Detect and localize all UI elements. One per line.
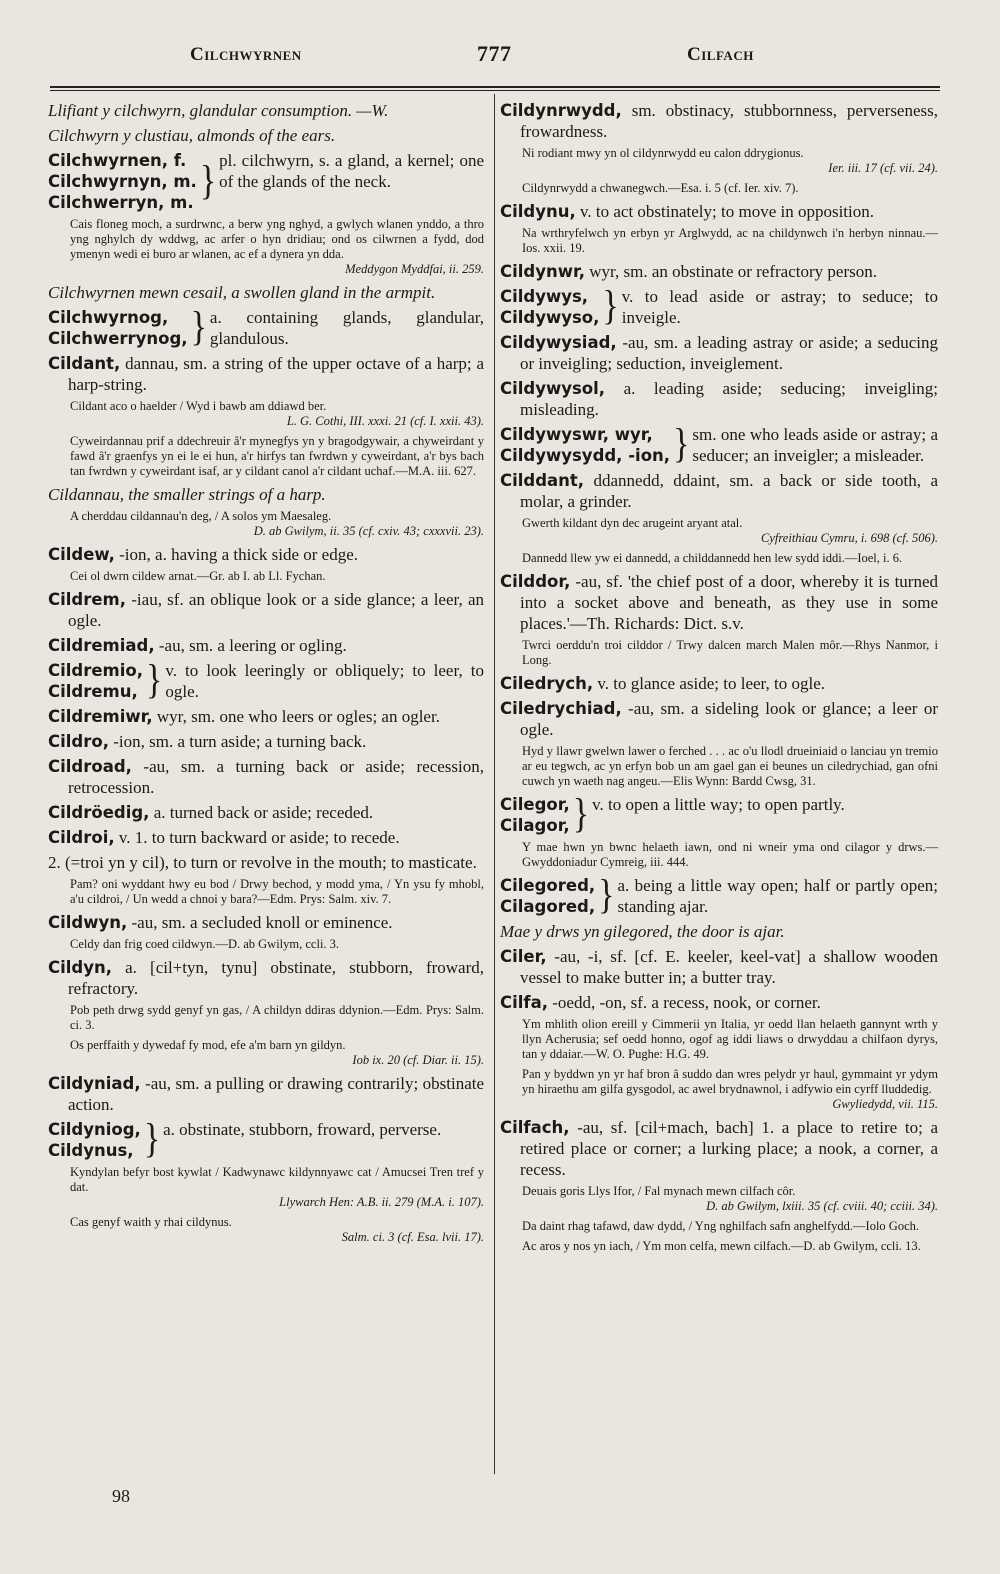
headword: Cilchwyrnog, — [48, 308, 169, 327]
citation: A cherddau cildannau'n deg, / A solos ym Maesaleg. D. ab Gwilym, ii. 35 (cf. cxiv. 43; cxxxvii. 23). — [70, 509, 484, 538]
entry-group — [48, 660, 484, 702]
citation-source: Gwyliedydd, vii. 115. — [832, 1097, 938, 1111]
citation-source: D. ab Gwilym, ii. 35 (cf. cxiv. 43; cxxxvii. 23). — [253, 524, 484, 538]
running-head-right: Cilfach — [687, 44, 754, 65]
citation-source: Ier. iii. 17 (cf. vii. 24). — [828, 161, 938, 175]
citation: Cildant aco o haelder / Wyd i bawb am ddiawd ber. L. G. Cothi, III. xxxi. 21 (cf. I. xxii. 43). — [70, 399, 484, 428]
headword: Cildywyso, — [500, 308, 600, 327]
citation-source: Cyfreithiau Cymru, i. 698 (cf. 506). — [761, 531, 938, 545]
definition: v. to look leeringly or obliquely; to leer, to ogle. — [165, 661, 484, 701]
headword: Cildywysol, — [500, 379, 606, 398]
headword: Cildywysiad, — [500, 333, 617, 352]
entry: Cildynrwydd, sm. obstinacy, stubbornness, perverseness, frowardness. — [500, 101, 939, 141]
headword: Cildywyswr, wyr, — [500, 425, 653, 444]
running-head-left: Cilchwyrnen — [190, 44, 302, 65]
citation: Ac aros y nos yn iach, / Ym mon celfa, mewn cilfach.—D. ab Gwilym, ccli. 13. — [522, 1239, 921, 1253]
right-column — [500, 100, 938, 1259]
entry-group — [500, 794, 938, 836]
headword: Cildwyn, — [48, 913, 128, 932]
citation: Dannedd llew yw ei dannedd, a childdannedd hen lew sydd iddi.—Ioel, i. 6. — [522, 551, 903, 565]
definition: sm. one who leads aside or astray; a seducer; an inveigler; a misleader. — [692, 425, 938, 465]
headword: Cildroi, — [48, 828, 115, 847]
headword: Cildant, — [48, 354, 121, 373]
headword: Cildywysydd, -ion, — [500, 446, 671, 465]
citation: Celdy dan frig coed cildwyn.—D. ab Gwilym, ccli. 3. — [70, 937, 340, 951]
headword: Cildywys, — [500, 287, 589, 306]
brace: } — [598, 873, 615, 918]
citation: Twrci oerddu'n troi cilddor / Trwy dalcen march Malen môr.—Rhys Nanmor, i Long. — [522, 638, 938, 667]
headword: Cildynwr, — [500, 262, 585, 281]
headword: Cilchwerryn, m. — [48, 193, 194, 212]
headword: Ciledrych, — [500, 674, 594, 693]
citation: Pan y byddwn yn yr haf bron â suddo dan wres pelydr yr haul, gymmaint yr ydym yn hiraethu am gilfa gysgodol, ac awel brydnawnol, i adfywio ein cyrff lluddedig. Gwyliedydd, vii. 115. — [522, 1067, 938, 1111]
header-rule — [50, 86, 940, 88]
citation-source: Llywarch Hen: A.B. ii. 279 (M.A. i. 107). — [279, 1195, 484, 1209]
headword: Cilegor, — [500, 795, 570, 814]
headword: Cildröedig, — [48, 803, 150, 822]
left-column — [48, 100, 484, 1250]
brace: } — [602, 284, 619, 329]
headword: Cildrem, — [48, 590, 127, 609]
citation: Kyndylan befyr bost kywlat / Kadwynawc kildynnyawc cat / Amucsei Tren tref y dat. Llywarch Hen: A.B. ii. 279 (M.A. i. 107). — [70, 1165, 484, 1209]
entry: Cildroi, v. 1. to turn backward or aside; to recede. — [48, 828, 400, 847]
entry: Cildannau, the smaller strings of a harp. — [48, 485, 326, 504]
citation: Deuais goris Llys Ifor, / Fal mynach mewn cilfach côr. D. ab Gwilym, lxiii. 35 (cf. cviii. 40; cciii. 34). — [522, 1184, 938, 1213]
citation: Pob peth drwg sydd genyf yn gas, / A childyn ddiras ddynion.—Edm. Prys: Salm. ci. 3. — [70, 1003, 484, 1032]
headword: Cildynu, — [500, 202, 576, 221]
entry: Cildyniad, -au, sm. a pulling or drawing contrarily; obstinate action. — [48, 1074, 485, 1114]
headword: Cilfa, — [500, 993, 549, 1012]
citation: Cas genyf waith y rhai cildynus. Salm. ci. 3 (cf. Esa. lvii. 17). — [70, 1215, 484, 1244]
headword: Cilagored, — [500, 897, 596, 916]
entry: Cildynwr, wyr, sm. an obstinate or refractory person. — [500, 262, 877, 281]
citation-source: Salm. ci. 3 (cf. Esa. lvii. 17). — [341, 1230, 484, 1244]
headword: Cildro, — [48, 732, 109, 751]
entry: Cildew, -ion, a. having a thick side or edge. — [48, 545, 359, 564]
citation-source: D. ab Gwilym, lxiii. 35 (cf. cviii. 40; cciii. 34). — [706, 1199, 938, 1213]
citation-source: Iob ix. 20 (cf. Diar. ii. 15). — [352, 1053, 484, 1067]
entry: Cildant, dannau, sm. a string of the upper octave of a harp; a harp-string. — [48, 354, 484, 394]
brace: } — [199, 158, 217, 204]
headword: Ciledrychiad, — [500, 699, 622, 718]
entry: Cildwyn, -au, sm. a secluded knoll or eminence. — [48, 913, 393, 932]
entry: Ciledrych, v. to glance aside; to leer, to ogle. — [500, 674, 826, 693]
entry: Llifiant y cilchwyrn, glandular consumption. —W. — [48, 101, 389, 120]
entry: Mae y drws yn gilegored, the door is ajar. — [500, 922, 785, 941]
entry-group — [500, 875, 938, 917]
headword: Cildyn, — [48, 958, 113, 977]
brace: } — [572, 792, 590, 837]
entry: Cildremiad, -au, sm. a leering or ogling. — [48, 636, 347, 655]
entry-group — [48, 150, 484, 213]
entry: Ciledrychiad, -au, sm. a sideling look or glance; a leer or ogle. — [500, 699, 938, 739]
citation: Cais floneg moch, a surdrwnc, a berw yng nghyd, a gwlych wlanen ynddo, a thro yng nghylch dy wddwg, ac arfer o hyn dridiau; ond os cilwrnen a fydd, dod ymenyn wedi ei buro ar wlanen, ac ef a dynera yn dda. Meddygon Myddfai, ii. 259. — [70, 217, 484, 276]
entry: Cildyn, a. [cil+tyn, tynu] obstinate, stubborn, froward, refractory. — [48, 958, 484, 998]
definition: v. to lead aside or astray; to seduce; to inveigle. — [621, 287, 938, 327]
citation: Hyd y llawr gwelwn lawer o ferched . . . ac o'u llodl drueiniaid o lanciau yn tremio ar eu tegwch, ac yn erfyn bob un am gael gan ei beunes un ciledrychiad, gan ofni cuwch yn waeth nag angeu.—Elis Wynn: Bardd Cwsg, 31. — [522, 744, 938, 788]
entry: Cildroad, -au, sm. a turning back or aside; recession, retrocession. — [48, 757, 484, 797]
entry-group — [500, 286, 938, 328]
entry: 2. (=troi yn y cil), to turn or revolve in the mouth; to masticate. — [48, 853, 477, 872]
citation: Na wrthryfelwch yn erbyn yr Arglwydd, ac na childynwch i'n herbyn ninnau.—Ios. xxii. 19. — [522, 226, 938, 255]
entry: Ciler, -au, -i, sf. [cf. E. keeler, keel-vat] a shallow wooden vessel to make butter in; a butter tray. — [500, 947, 939, 987]
entry: Cildywysol, a. leading aside; seducing; inveigling; misleading. — [500, 379, 938, 419]
citation: Ym mhlith olion ereill y Cimmerii yn Italia, yr oedd llan helaeth gannynt wrth y llyn Acherusia; sef oedd honno, ogof ag iddi liaws o drwyddau a chilfaon dyrys, tan y ddaiar.—W. O. Pughe: H.G. 49. — [522, 1017, 938, 1061]
column-divider — [494, 94, 495, 1474]
page-number: 777 — [477, 41, 512, 66]
definition: pl. cilchwyrn, s. a gland, a kernel; one of the glands of the neck. — [219, 151, 484, 191]
headword: Cildynrwydd, — [500, 101, 622, 120]
entry: Cilchwyrn y clustiau, almonds of the ears. — [48, 126, 336, 145]
citation: Os perffaith y dywedaf fy mod, efe a'm barn yn gildyn. Iob ix. 20 (cf. Diar. ii. 15). — [70, 1038, 484, 1067]
headword: Cilchwyrnen, f. — [48, 151, 187, 170]
entry-group — [48, 1119, 484, 1161]
headword: Cildremu, — [48, 682, 138, 701]
headword: Cilchwerrynog, — [48, 329, 188, 348]
headword: Cildremiad, — [48, 636, 155, 655]
entry: Cilfach, -au, sf. [cil+mach, bach] 1. a place to retire to; a retired place or corner; a lurking place; a nook, a corner, a recess. — [500, 1118, 938, 1179]
entry: Cildrem, -iau, sf. an oblique look or a side glance; a leer, an ogle. — [48, 590, 485, 630]
citation: Cyweirdannau prif a ddechreuir â'r mynegfys yn y bragodgywair, a chyweirdant y fawd â'r graenfys yn ei le ei hun, a'r hirfys tan fwrdwn y cyweirdant, a'r bys bach tan fwrdwn y cyweirdant isaf, ar y cildant canol a'r cildant uchaf.—M.A. iii. 627. — [70, 434, 484, 478]
entry: Cilchwyrnen mewn cesail, a swollen gland in the armpit. — [48, 283, 436, 302]
headword: Cildyniog, — [48, 1120, 141, 1139]
citation: Pam? oni wyddant hwy eu bod / Drwy bechod, y modd yma, / Yn ysu fy mhobl, a'u cildroi, / Un wedd a chnoi y bara?—Edm. Prys: Salm. xiv. 7. — [70, 877, 484, 906]
citation: Gwerth kildant dyn dec arugeint aryant atal. Cyfreithiau Cymru, i. 698 (cf. 506). — [522, 516, 938, 545]
citation: Cildynrwydd a chwanegwch.—Esa. i. 5 (cf. Ier. xiv. 7). — [522, 181, 799, 195]
citation: Y mae hwn yn bwnc helaeth iawn, ond ni wneir yma ond cilagor y drws.—Gwyddoniadur Cymreig, iii. 444. — [522, 840, 938, 869]
entry: Cildro, -ion, sm. a turn aside; a turning back. — [48, 732, 367, 751]
citation: Ni rodiant mwy yn ol cildynrwydd eu calon ddrygionus. Ier. iii. 17 (cf. vii. 24). — [522, 146, 938, 175]
headword: Cildyniad, — [48, 1074, 141, 1093]
entry: Cildremiwr, wyr, sm. one who leers or ogles; an ogler. — [48, 707, 440, 726]
headword: Cilchwyrnyn, m. — [48, 172, 197, 191]
definition: v. to open a little way; to open partly. — [592, 795, 845, 814]
entry: Cildröedig, a. turned back or aside; receded. — [48, 803, 374, 822]
citation-source: Meddygon Myddfai, ii. 259. — [345, 262, 484, 276]
brace: } — [143, 1117, 161, 1162]
headword: Cilegored, — [500, 876, 596, 895]
entry: Cilddant, ddannedd, ddaint, sm. a back or side tooth, a molar, a grinder. — [500, 471, 938, 511]
headword: Cildew, — [48, 545, 115, 564]
brace: } — [673, 422, 690, 467]
entry: Cilfa, -oedd, -on, sf. a recess, nook, or corner. — [500, 993, 821, 1012]
definition: a. obstinate, stubborn, froward, perverse. — [163, 1120, 442, 1139]
citation-source: L. G. Cothi, III. xxxi. 21 (cf. I. xxii. 43). — [286, 414, 484, 428]
headword: Cildremiwr, — [48, 707, 153, 726]
headword: Cilddant, — [500, 471, 585, 490]
citation: Da daint rhag tafawd, daw dydd, / Yng nghilfach safn anghelfydd.—Iolo Goch. — [522, 1219, 919, 1233]
headword: Cildroad, — [48, 757, 132, 776]
headword: Cilddor, — [500, 572, 571, 591]
citation: Cei ol dwrn cildew arnat.—Gr. ab I. ab Ll. Fychan. — [70, 569, 326, 583]
headword: Cilfach, — [500, 1118, 570, 1137]
headword: Cilagor, — [500, 816, 570, 835]
definition: a. being a little way open; half or partly open; standing ajar. — [617, 876, 938, 916]
brace: } — [190, 305, 207, 350]
signature-mark: 98 — [112, 1486, 130, 1506]
entry: Cildynu, v. to act obstinately; to move in opposition. — [500, 202, 875, 221]
headword: Cildynus, — [48, 1141, 134, 1160]
entry-group — [48, 307, 484, 349]
entry: Cilddor, -au, sf. 'the chief post of a door, whereby it is turned into a socket above and beneath, as they use in some places.'—Th. Richards: Dict. s.v. — [500, 572, 939, 633]
headword: Cildremio, — [48, 661, 144, 680]
brace: } — [146, 658, 163, 703]
headword: Ciler, — [500, 947, 547, 966]
header-rule-thin — [50, 90, 940, 91]
entry-group — [500, 424, 938, 466]
entry: Cildywysiad, -au, sm. a leading astray or aside; a seducing or inveigling; seduction, inveiglement. — [500, 333, 938, 373]
definition: a. containing glands, glandular, glandulous. — [209, 308, 484, 348]
